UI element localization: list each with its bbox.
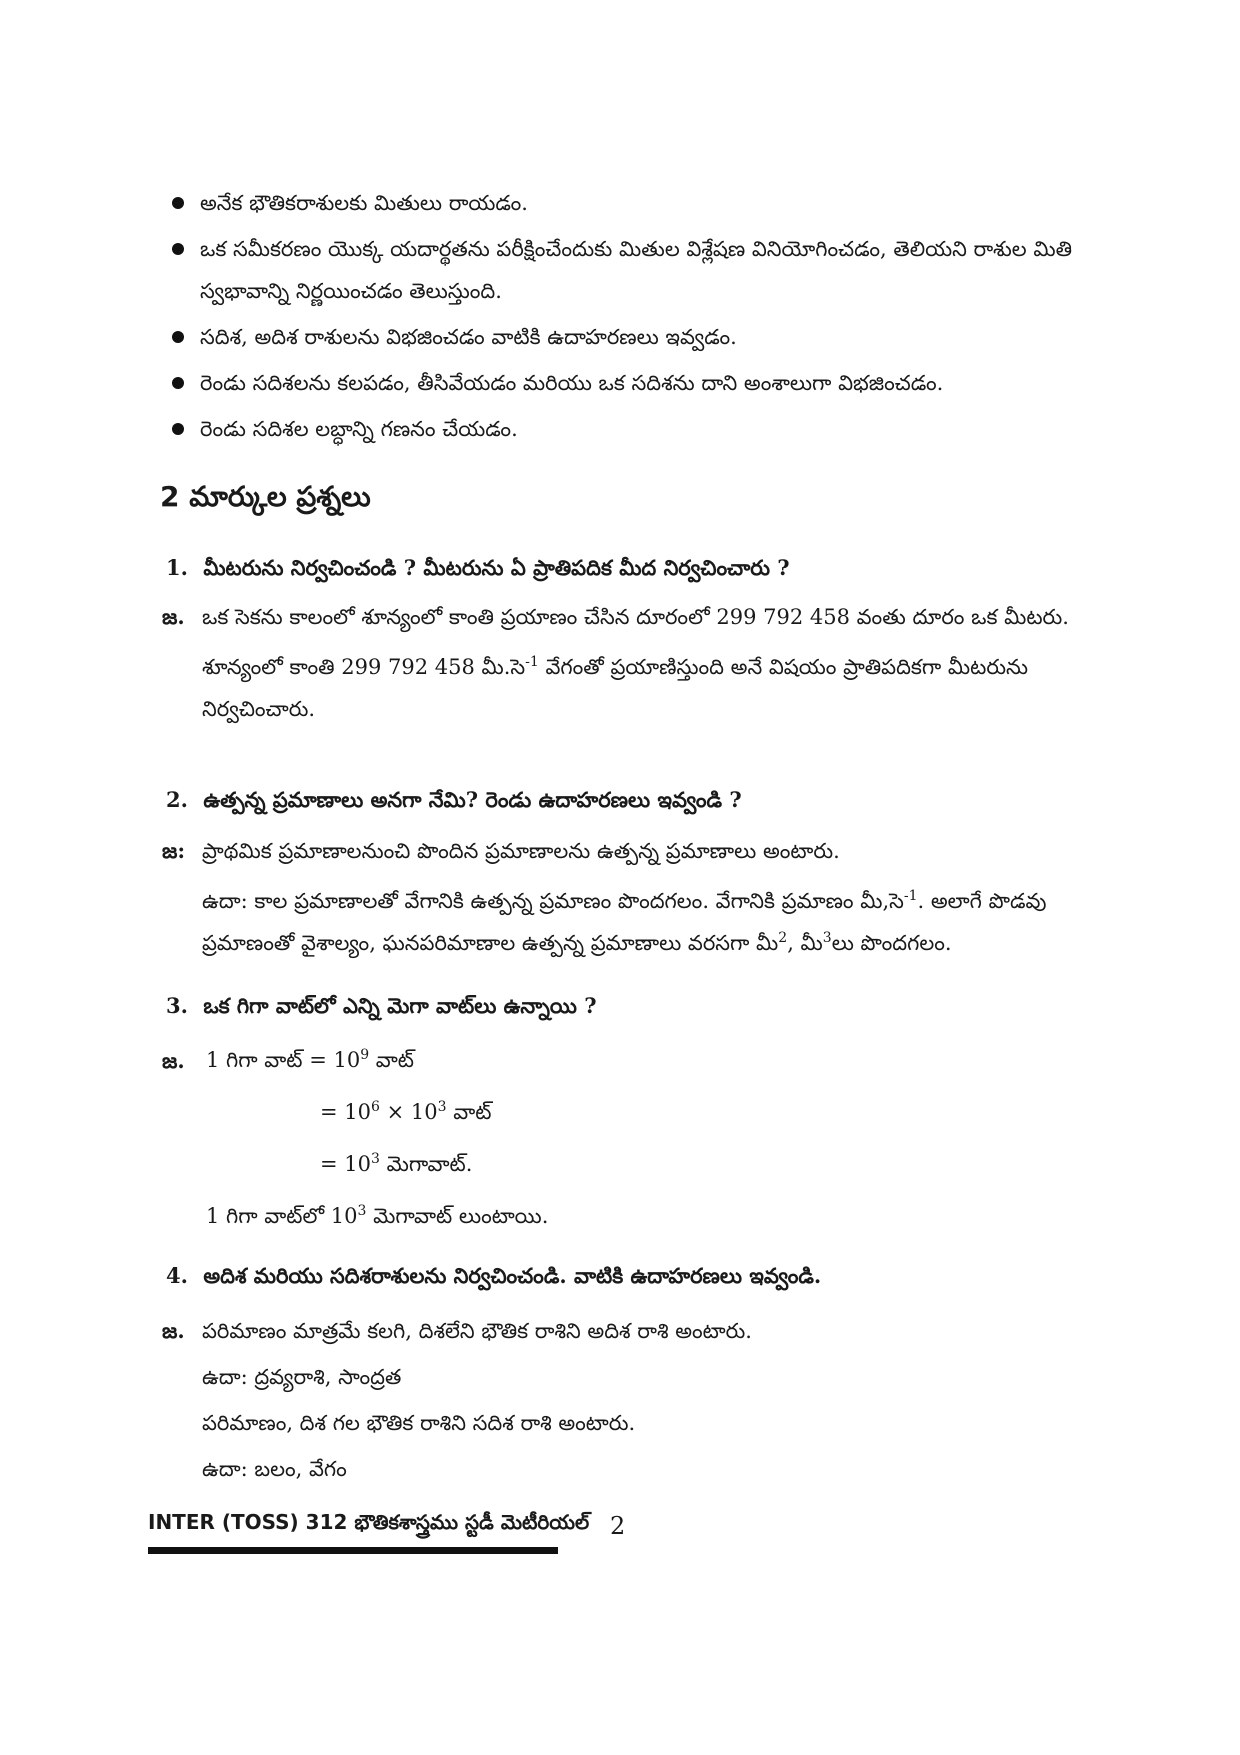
page-number: 2	[610, 1512, 626, 1540]
section-title: 2 మార్కుల ప్రశ్నలు	[160, 480, 371, 513]
answer-label: జ.	[162, 1048, 185, 1073]
question-2	[166, 780, 1106, 820]
answer-paragraph: ఉదా: కాల ప్రమాణాలతో వేగానికి ఉత్పన్న ప్రమాణం పొందగలం. వేగానికి ప్రమాణం మీ,సె$^{-1}$. అలాగే పొడవు ప్రమాణంతో వైశాల్యం, ఘనపరిమాణాల ఉత్పన్న ప్రమాణాలు వరసగా మీ$^2$, మీ$^3$లు పొందగలం.	[202, 888, 1047, 955]
bullet-dot	[172, 197, 184, 209]
question-text: అదిశ మరియు సదిశరాశులను నిర్వచించండి. వాటికి ఉదాహరణలు ఇవ్వండి.	[203, 1263, 822, 1288]
answer-label: జ.	[162, 604, 185, 629]
answer-4	[162, 1310, 1102, 1494]
answer-paragraph: ఉదా: ద్రవ్యరాశి, సాంద్రత	[202, 1365, 402, 1389]
answer-conclusion: 1 గిగా వాట్‌లో $10^3$ మెగావాట్ లుంటాయి.	[206, 1203, 549, 1228]
question-3	[166, 986, 1106, 1026]
bullet-dot	[172, 331, 184, 343]
answer-paragraph: పరిమాణం మాత్రమే కలగి, దిశలేని భౌతిక రాశిని అదిశ రాశి అంటారు.	[202, 1319, 752, 1343]
list-item: సదిశ, అదిశ రాశులను విభజించడం వాటికి ఉదాహరణలు ఇవ్వడం.	[172, 316, 1102, 358]
footer-rule	[148, 1547, 558, 1554]
footer-title: INTER (TOSS) 312 భౌతికశాస్త్రము స్టడీ మెటీరియల్	[148, 1510, 590, 1534]
answer-label: జ.	[162, 1318, 185, 1343]
bullet-dot	[172, 423, 184, 435]
answer-2	[162, 830, 1102, 972]
answer-1	[162, 596, 1102, 738]
question-1	[166, 548, 1106, 588]
list-item: ఒక సమీకరణం యొక్క యదార్థతను పరీక్షించేందుకు మితుల విశ్లేషణ వినియోగించడం, తెలియని రాశుల మితి స్వభావాన్ని నిర్ణయించడం తెలుస్తుంది.	[172, 228, 1102, 312]
question-number: 4.	[166, 1263, 188, 1288]
objectives-list	[172, 182, 1102, 454]
question-text: మీటరును నిర్వచించండి ? మీటరును ఏ ప్రాతిపదిక మీద నిర్వచించారు ?	[203, 555, 790, 580]
answer-label: జ:	[162, 838, 186, 863]
question-number: 2.	[166, 787, 188, 812]
list-item: అనేక భౌతికరాశులకు మితులు రాయడం.	[172, 182, 1102, 224]
question-number: 3.	[166, 993, 188, 1018]
list-item: రెండు సదిశల లబ్ధాన్ని గణనం చేయడం.	[172, 408, 1102, 450]
answer-paragraph: ప్రాథమిక ప్రమాణాలనుంచి పొందిన ప్రమాణాలను ఉత్పన్న ప్రమాణాలు అంటారు.	[202, 839, 840, 863]
bullet-dot	[172, 243, 184, 255]
equation-line: 1 గిగా వాట్ = $10^9$ వాట్	[206, 1047, 415, 1072]
answer-paragraph: పరిమాణం, దిశ గల భౌతిక రాశిని సదిశ రాశి అంటారు.	[202, 1411, 636, 1435]
answer-paragraph: శూన్యంలో కాంతి 299 792 458 మీ.సె$^{-1}$ వేగంతో ప్రయాణిస్తుంది అనే విషయం ప్రాతిపదికగా మీటరును నిర్వచించారు.	[202, 654, 1029, 721]
question-text: ఒక గిగా వాట్‌లో ఎన్ని మెగా వాట్‌లు ఉన్నాయి ?	[203, 993, 597, 1018]
equation-line: = $10^3$ మెగావాట్.	[320, 1151, 473, 1176]
question-number: 1.	[166, 555, 188, 580]
question-text: ఉత్పన్న ప్రమాణాలు అనగా నేమి? రెండు ఉదాహరణలు ఇవ్వండి ?	[203, 787, 742, 812]
equation-line: = $10^6 \times 10^3$ వాట్	[320, 1099, 492, 1124]
question-4	[166, 1256, 1106, 1296]
answer-paragraph: ఒక సెకను కాలంలో శూన్యంలో కాంతి ప్రయాణం చేసిన దూరంలో 299 792 458 వంతు దూరం ఒక మీటరు.	[202, 605, 1069, 629]
answer-paragraph: ఉదా: బలం, వేగం	[202, 1457, 347, 1481]
bullet-dot	[172, 377, 184, 389]
list-item: రెండు సదిశలను కలపడం, తీసివేయడం మరియు ఒక సదిశను దాని అంశాలుగా విభజించడం.	[172, 362, 1102, 404]
